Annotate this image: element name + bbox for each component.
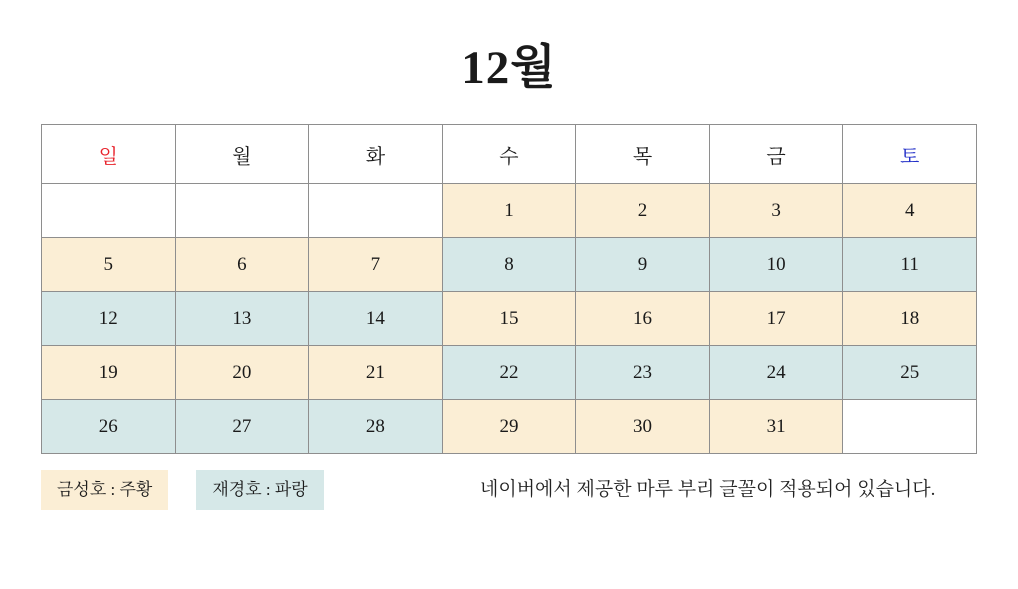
calendar-body: [42, 184, 977, 454]
day-header-mon: 월: [175, 125, 309, 184]
calendar-day-cell: 11: [843, 238, 977, 292]
calendar-day-cell: 30: [576, 400, 710, 454]
month-calendar-table: [41, 124, 977, 454]
calendar-day-cell: 27: [175, 400, 309, 454]
calendar-day-cell: 8: [442, 238, 576, 292]
calendar-week-row: [42, 184, 977, 238]
calendar-day-cell: 15: [442, 292, 576, 346]
calendar-day-cell: 31: [709, 400, 843, 454]
calendar-day-cell: 9: [576, 238, 710, 292]
calendar-week-row: [42, 292, 977, 346]
calendar-header-row: [42, 125, 977, 184]
calendar-day-cell: 4: [843, 184, 977, 238]
legend-item-blue: 재경호 : 파랑: [196, 470, 323, 510]
calendar-day-cell: 13: [175, 292, 309, 346]
calendar-day-cell: 22: [442, 346, 576, 400]
calendar-day-cell: 28: [309, 400, 443, 454]
day-header-sun: 일: [42, 125, 176, 184]
font-notice: 네이버에서 제공한 마루 부리 글꼴이 적용되어 있습니다.: [480, 479, 936, 500]
calendar-header-row-group: [42, 125, 977, 184]
calendar-day-cell: 5: [42, 238, 176, 292]
calendar-week-row: [42, 238, 977, 292]
day-header-wed: 수: [442, 125, 576, 184]
calendar-day-cell: 14: [309, 292, 443, 346]
calendar-day-cell: 16: [576, 292, 710, 346]
day-header-thu: 목: [576, 125, 710, 184]
calendar-day-cell: 18: [843, 292, 977, 346]
legend-item-orange: 금성호 : 주황: [41, 470, 168, 510]
calendar-day-cell: [42, 184, 176, 238]
calendar-day-cell: 6: [175, 238, 309, 292]
calendar-day-cell: [309, 184, 443, 238]
legend: [41, 470, 324, 510]
calendar-day-cell: 12: [42, 292, 176, 346]
calendar-day-cell: 1: [442, 184, 576, 238]
calendar-day-cell: 3: [709, 184, 843, 238]
calendar-day-cell: 24: [709, 346, 843, 400]
calendar-day-cell: 20: [175, 346, 309, 400]
day-header-fri: 금: [709, 125, 843, 184]
calendar-day-cell: 7: [309, 238, 443, 292]
day-header-tue: 화: [309, 125, 443, 184]
calendar-day-cell: 25: [843, 346, 977, 400]
calendar-day-cell: 26: [42, 400, 176, 454]
calendar-day-cell: 23: [576, 346, 710, 400]
calendar-day-cell: 21: [309, 346, 443, 400]
calendar-day-cell: [175, 184, 309, 238]
day-header-sat: 토: [843, 125, 977, 184]
calendar-day-cell: 2: [576, 184, 710, 238]
calendar-day-cell: 17: [709, 292, 843, 346]
calendar-week-row: [42, 346, 977, 400]
page-title: 12월: [461, 42, 557, 94]
calendar-week-row: [42, 400, 977, 454]
calendar-day-cell: [843, 400, 977, 454]
calendar-day-cell: 29: [442, 400, 576, 454]
calendar-day-cell: 19: [42, 346, 176, 400]
calendar-day-cell: 10: [709, 238, 843, 292]
